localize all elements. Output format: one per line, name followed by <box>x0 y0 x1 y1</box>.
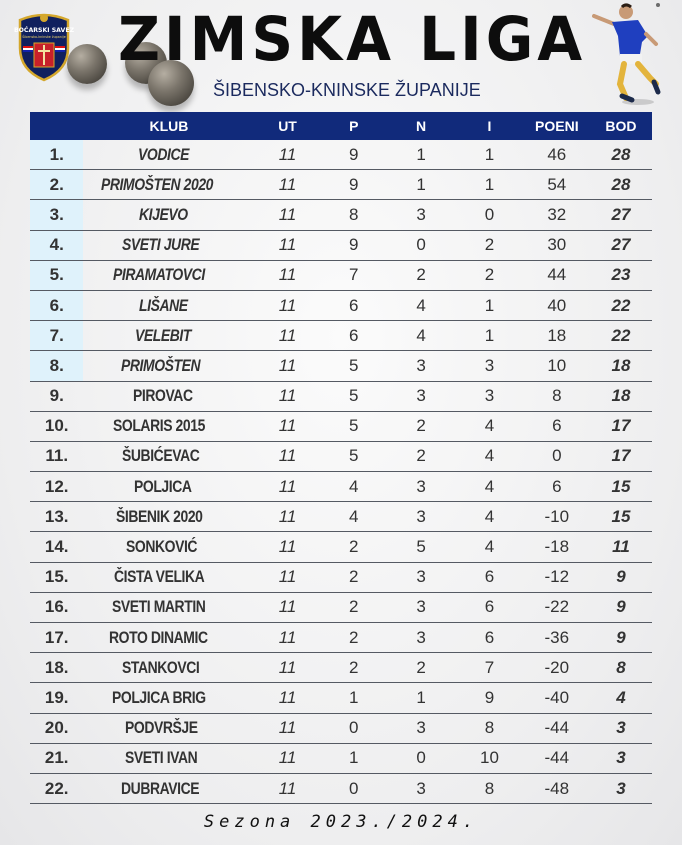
table-row <box>30 381 652 411</box>
wins: 0 <box>321 773 387 803</box>
table-row <box>30 200 652 230</box>
column-header-i: I <box>455 112 523 140</box>
team-rank: 12. <box>30 472 83 502</box>
team-rank: 16. <box>30 592 83 622</box>
team-rank: 18. <box>30 653 83 683</box>
games-played: 11 <box>254 381 320 411</box>
team-rank: 22. <box>30 773 83 803</box>
points-difference: -10 <box>524 502 590 532</box>
team-rank: 2. <box>30 170 83 200</box>
team-rank: 20. <box>30 713 83 743</box>
losses: 2 <box>455 230 523 260</box>
column-header-klub: KLUB <box>83 112 254 140</box>
points-difference: -22 <box>524 592 590 622</box>
team-name-text: PIROVAC <box>132 386 193 406</box>
table-row <box>30 743 652 773</box>
team-rank: 21. <box>30 743 83 773</box>
team-name-text: ŠIBENIK 2020 <box>116 506 203 526</box>
total-points: 3 <box>590 773 652 803</box>
draws: 5 <box>387 532 455 562</box>
draws: 1 <box>387 683 455 713</box>
games-played: 11 <box>254 532 320 562</box>
team-name-text: SONKOVIĆ <box>125 537 197 557</box>
team-name <box>83 743 254 773</box>
team-rank: 10. <box>30 411 83 441</box>
games-played: 11 <box>254 260 320 290</box>
table-row <box>30 441 652 471</box>
total-points: 4 <box>590 683 652 713</box>
team-name-text: STANKOVCI <box>121 657 200 677</box>
table-row <box>30 713 652 743</box>
table-row <box>30 411 652 441</box>
table-row <box>30 502 652 532</box>
losses: 7 <box>455 653 523 683</box>
points-difference: -20 <box>524 653 590 683</box>
table-row <box>30 260 652 290</box>
team-name <box>83 381 254 411</box>
wins: 7 <box>321 260 387 290</box>
points-difference: -18 <box>524 532 590 562</box>
points-difference: 40 <box>524 290 590 320</box>
games-played: 11 <box>254 472 320 502</box>
draws: 1 <box>387 140 455 170</box>
losses: 9 <box>455 683 523 713</box>
points-difference: 46 <box>524 140 590 170</box>
draws: 0 <box>387 230 455 260</box>
wins: 1 <box>321 683 387 713</box>
table-row <box>30 472 652 502</box>
total-points: 8 <box>590 653 652 683</box>
points-difference: -48 <box>524 773 590 803</box>
team-name <box>83 230 254 260</box>
total-points: 3 <box>590 743 652 773</box>
total-points: 22 <box>590 290 652 320</box>
team-name <box>83 562 254 592</box>
losses: 4 <box>455 472 523 502</box>
team-name <box>83 411 254 441</box>
games-played: 11 <box>254 411 320 441</box>
draws: 3 <box>387 713 455 743</box>
losses: 1 <box>455 170 523 200</box>
team-name-text: SVETI MARTIN <box>111 597 206 617</box>
points-difference: 8 <box>524 381 590 411</box>
wins: 9 <box>321 140 387 170</box>
draws: 2 <box>387 441 455 471</box>
wins: 5 <box>321 441 387 471</box>
points-difference: 44 <box>524 260 590 290</box>
total-points: 9 <box>590 623 652 653</box>
games-played: 11 <box>254 170 320 200</box>
team-rank: 5. <box>30 260 83 290</box>
team-name <box>83 502 254 532</box>
points-difference: 32 <box>524 200 590 230</box>
draws: 3 <box>387 562 455 592</box>
boule-ball-1 <box>67 44 107 84</box>
total-points: 22 <box>590 321 652 351</box>
wins: 4 <box>321 502 387 532</box>
losses: 0 <box>455 200 523 230</box>
wins: 8 <box>321 200 387 230</box>
losses: 6 <box>455 562 523 592</box>
column-header-poeni: POENI <box>524 112 590 140</box>
losses: 1 <box>455 290 523 320</box>
games-played: 11 <box>254 290 320 320</box>
games-played: 11 <box>254 562 320 592</box>
team-rank: 11. <box>30 441 83 471</box>
losses: 4 <box>455 441 523 471</box>
wins: 0 <box>321 713 387 743</box>
wins: 5 <box>321 411 387 441</box>
games-played: 11 <box>254 321 320 351</box>
draws: 3 <box>387 592 455 622</box>
wins: 1 <box>321 743 387 773</box>
losses: 8 <box>455 773 523 803</box>
team-rank: 17. <box>30 623 83 653</box>
table-row <box>30 683 652 713</box>
team-name <box>83 441 254 471</box>
total-points: 27 <box>590 200 652 230</box>
losses: 2 <box>455 260 523 290</box>
column-header-bod: BOD <box>590 112 652 140</box>
games-played: 11 <box>254 441 320 471</box>
table-row <box>30 170 652 200</box>
league-subtitle: ŠIBENSKO-KNINSKE ŽUPANIJE <box>213 80 481 100</box>
team-name-text: ČISTA VELIKA <box>113 567 205 587</box>
points-difference: 10 <box>524 351 590 381</box>
draws: 1 <box>387 170 455 200</box>
wins: 4 <box>321 472 387 502</box>
wins: 9 <box>321 170 387 200</box>
games-played: 11 <box>254 200 320 230</box>
team-name <box>83 140 254 170</box>
team-name <box>83 683 254 713</box>
team-rank: 19. <box>30 683 83 713</box>
points-difference: -40 <box>524 683 590 713</box>
team-name-text: VODICE <box>137 144 189 164</box>
standings-table <box>30 112 652 804</box>
losses: 1 <box>455 140 523 170</box>
team-name-text: VELEBIT <box>134 325 191 345</box>
wins: 5 <box>321 381 387 411</box>
losses: 4 <box>455 532 523 562</box>
table-row <box>30 773 652 803</box>
games-played: 11 <box>254 230 320 260</box>
column-header-n: N <box>387 112 455 140</box>
wins: 6 <box>321 290 387 320</box>
wins: 2 <box>321 592 387 622</box>
team-name-text: SVETI JURE <box>121 235 200 255</box>
table-row <box>30 321 652 351</box>
total-points: 17 <box>590 411 652 441</box>
wins: 9 <box>321 230 387 260</box>
team-name-text: ŠUBIĆEVAC <box>121 446 200 466</box>
team-rank: 9. <box>30 381 83 411</box>
team-name <box>83 773 254 803</box>
team-name-text: LIŠANE <box>139 295 188 315</box>
games-played: 11 <box>254 773 320 803</box>
losses: 8 <box>455 713 523 743</box>
team-name <box>83 623 254 653</box>
team-name <box>83 200 254 230</box>
team-name-text: POLJICA <box>133 476 192 496</box>
team-rank: 7. <box>30 321 83 351</box>
team-name <box>83 713 254 743</box>
federation-logo <box>14 10 74 82</box>
table-row <box>30 351 652 381</box>
team-name-text: SOLARIS 2015 <box>112 416 205 436</box>
team-rank: 14. <box>30 532 83 562</box>
table-row <box>30 140 652 170</box>
table-row <box>30 623 652 653</box>
logo-text: BOĆARSKI SAVEZ <box>14 27 74 34</box>
team-name <box>83 472 254 502</box>
total-points: 3 <box>590 713 652 743</box>
losses: 6 <box>455 623 523 653</box>
wins: 2 <box>321 653 387 683</box>
team-name <box>83 290 254 320</box>
draws: 3 <box>387 472 455 502</box>
games-played: 11 <box>254 140 320 170</box>
total-points: 17 <box>590 441 652 471</box>
team-name <box>83 653 254 683</box>
losses: 1 <box>455 321 523 351</box>
team-name-text: ROTO DINAMIC <box>108 627 208 647</box>
team-name <box>83 532 254 562</box>
draws: 0 <box>387 743 455 773</box>
total-points: 28 <box>590 170 652 200</box>
table-row <box>30 230 652 260</box>
games-played: 11 <box>254 592 320 622</box>
draws: 3 <box>387 351 455 381</box>
standings-body <box>30 140 652 804</box>
team-name <box>83 321 254 351</box>
games-played: 11 <box>254 683 320 713</box>
league-title: ZIMSKA LIGA <box>118 3 587 75</box>
team-name <box>83 351 254 381</box>
total-points: 15 <box>590 502 652 532</box>
draws: 3 <box>387 773 455 803</box>
team-name-text: POLJICA BRIG <box>111 687 206 707</box>
team-rank: 6. <box>30 290 83 320</box>
team-rank: 8. <box>30 351 83 381</box>
losses: 6 <box>455 592 523 622</box>
team-name-text: PRIMOŠTEN <box>120 355 200 375</box>
total-points: 28 <box>590 140 652 170</box>
logo-subtext: Šibensko-kninske županije <box>22 35 66 39</box>
draws: 4 <box>387 321 455 351</box>
wins: 2 <box>321 532 387 562</box>
games-played: 11 <box>254 351 320 381</box>
games-played: 11 <box>254 653 320 683</box>
column-header-rank <box>30 112 83 140</box>
total-points: 23 <box>590 260 652 290</box>
team-rank: 13. <box>30 502 83 532</box>
table-row <box>30 653 652 683</box>
team-rank: 4. <box>30 230 83 260</box>
team-name-text: PODVRŠJE <box>124 718 198 738</box>
total-points: 15 <box>590 472 652 502</box>
team-name <box>83 170 254 200</box>
season-label: Sezona 2023./2024. <box>203 812 479 832</box>
player-illustration <box>590 2 670 107</box>
draws: 4 <box>387 290 455 320</box>
total-points: 11 <box>590 532 652 562</box>
points-difference: 6 <box>524 472 590 502</box>
total-points: 9 <box>590 592 652 622</box>
draws: 2 <box>387 411 455 441</box>
table-row <box>30 290 652 320</box>
draws: 2 <box>387 653 455 683</box>
column-header-ut: UT <box>254 112 320 140</box>
wins: 5 <box>321 351 387 381</box>
team-rank: 1. <box>30 140 83 170</box>
losses: 4 <box>455 411 523 441</box>
team-name-text: PIRAMATOVCI <box>112 265 205 285</box>
games-played: 11 <box>254 713 320 743</box>
table-row <box>30 592 652 622</box>
total-points: 27 <box>590 230 652 260</box>
losses: 3 <box>455 351 523 381</box>
points-difference: 30 <box>524 230 590 260</box>
losses: 10 <box>455 743 523 773</box>
games-played: 11 <box>254 623 320 653</box>
points-difference: -44 <box>524 713 590 743</box>
points-difference: 18 <box>524 321 590 351</box>
points-difference: -36 <box>524 623 590 653</box>
draws: 3 <box>387 200 455 230</box>
points-difference: 6 <box>524 411 590 441</box>
draws: 3 <box>387 623 455 653</box>
wins: 2 <box>321 562 387 592</box>
table-header-row <box>30 112 652 140</box>
total-points: 9 <box>590 562 652 592</box>
losses: 4 <box>455 502 523 532</box>
games-played: 11 <box>254 502 320 532</box>
draws: 2 <box>387 260 455 290</box>
total-points: 18 <box>590 351 652 381</box>
team-name-text: KIJEVO <box>139 204 188 224</box>
total-points: 18 <box>590 381 652 411</box>
team-rank: 15. <box>30 562 83 592</box>
team-rank: 3. <box>30 200 83 230</box>
team-name <box>83 260 254 290</box>
team-name-text: DUBRAVICE <box>121 778 200 798</box>
draws: 3 <box>387 502 455 532</box>
points-difference: -44 <box>524 743 590 773</box>
team-name <box>83 592 254 622</box>
table-row <box>30 532 652 562</box>
wins: 6 <box>321 321 387 351</box>
draws: 3 <box>387 381 455 411</box>
points-difference: 0 <box>524 441 590 471</box>
team-name-text: PRIMOŠTEN 2020 <box>100 174 213 194</box>
table-row <box>30 562 652 592</box>
wins: 2 <box>321 623 387 653</box>
losses: 3 <box>455 381 523 411</box>
points-difference: -12 <box>524 562 590 592</box>
team-name-text: SVETI IVAN <box>124 748 198 768</box>
column-header-p: P <box>321 112 387 140</box>
games-played: 11 <box>254 743 320 773</box>
points-difference: 54 <box>524 170 590 200</box>
